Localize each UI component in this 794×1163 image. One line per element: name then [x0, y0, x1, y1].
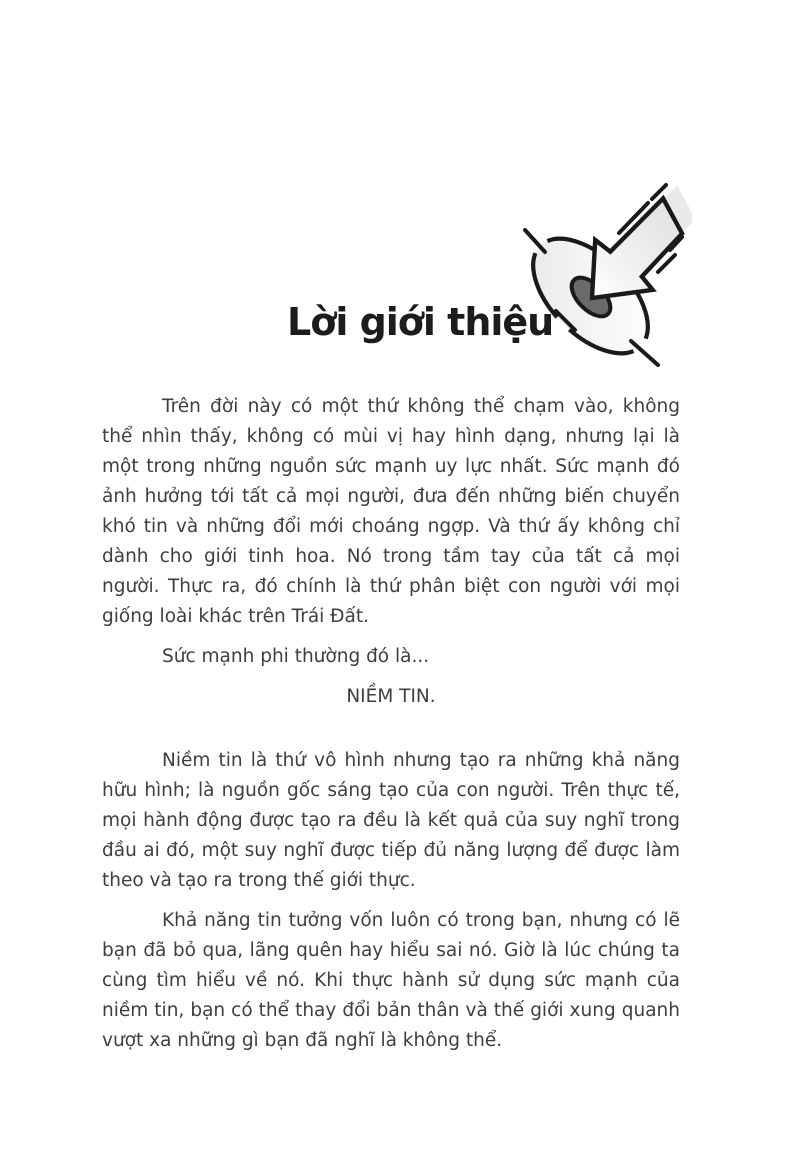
target-arrow-illustration — [520, 178, 692, 370]
body-text — [102, 392, 680, 1066]
paragraph-opening: Trên đời này có một thứ không thể chạm vào, không thể nhìn thấy, không có mùi vị hay hình dạng, nhưng lại là một trong những nguồn sức mạnh uy lực nhất. Sức mạnh đó ảnh hưởng tới tất cả mọi người, đưa đến những biến chuyển khó tin và những đổi mới choáng ngợp. Và thứ ấy không chỉ dành cho giới tinh hoa. Nó trong tầm tay của tất cả mọi người. Thực ra, đó chính là thứ phân biệt con người với mọi giống loài khác trên Trái Đất. — [102, 396, 680, 627]
belief-emphasis-line: NIỀM TIN. — [346, 686, 436, 707]
paragraph-lead-in: Sức mạnh phi thường đó là... — [162, 646, 430, 667]
paragraph-closing: Khả năng tin tưởng vốn luôn có trong bạn, nhưng có lẽ bạn đã bỏ qua, lãng quên hay hiểu sai nó. Giờ là lúc chúng ta cùng tìm hiểu về nó. Khi thực hành sử dụng sức mạnh của niềm tin, bạn có thể thay đổi bản thân và thế giới xung quanh vượt xa những gì bạn đã nghĩ là không thể. — [102, 910, 680, 1051]
paragraph-belief: Niềm tin là thứ vô hình nhưng tạo ra những khả năng hữu hình; là nguồn gốc sáng tạo của con người. Trên thực tế, mọi hành động được tạo ra đều là kết quả của suy nghĩ trong đầu ai đó, một suy nghĩ được tiếp đủ năng lượng để được làm theo và tạo ra trong thế giới thực. — [102, 750, 680, 891]
page-title: Lời giới thiệu — [287, 300, 554, 345]
